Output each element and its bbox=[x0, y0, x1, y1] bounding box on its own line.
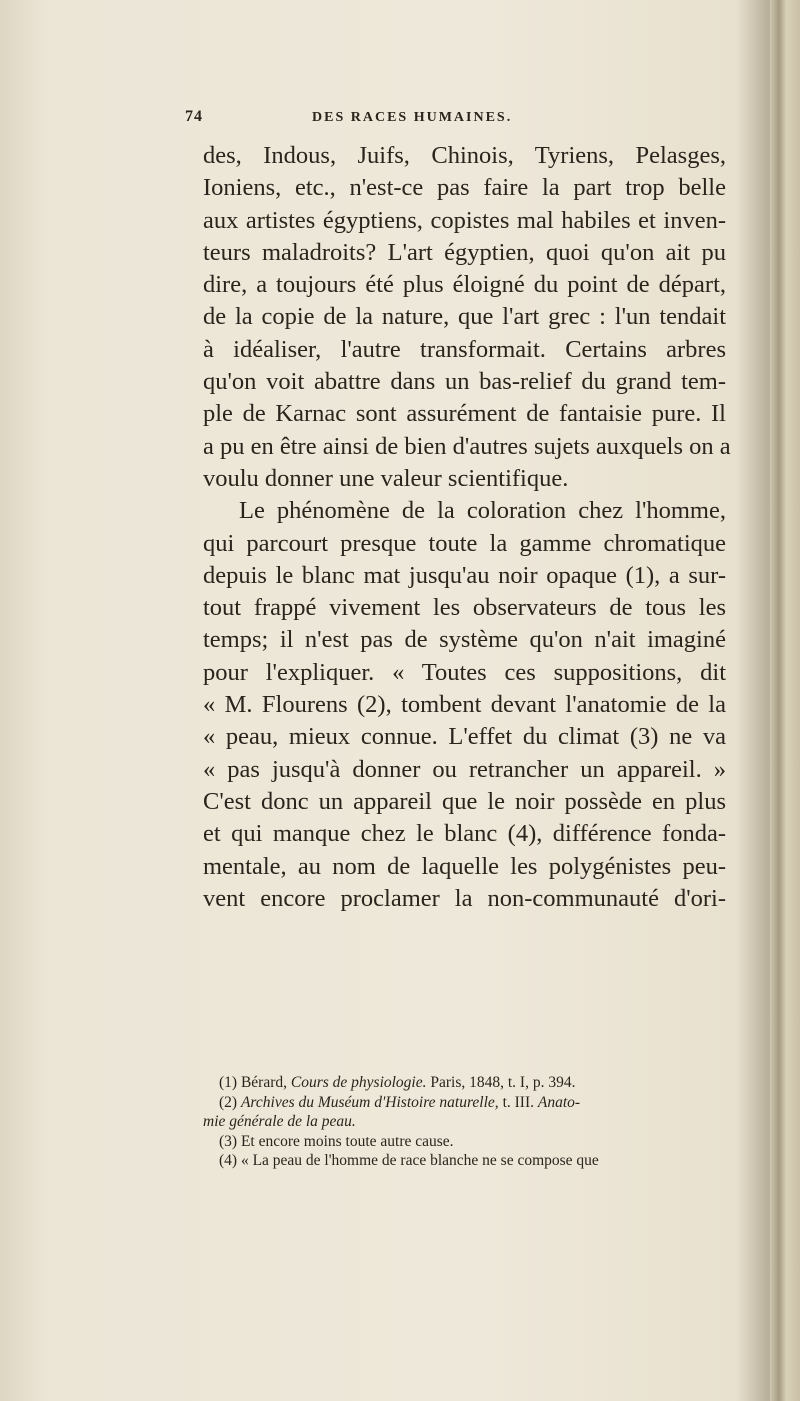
text-line: ple de Karnac sont assurément de fantaisie pure. Il bbox=[203, 400, 726, 428]
footnote-4: (4) « La peau de l'homme de race blanche ne se compose que bbox=[219, 1152, 599, 1169]
footnotes bbox=[203, 1073, 727, 1171]
footnote-2-continued: mie générale de la peau. bbox=[203, 1113, 356, 1130]
footnote-text: (2) bbox=[219, 1093, 241, 1111]
footnote-text: Paris, 1848, t. I, p. 394. bbox=[426, 1074, 576, 1091]
footnote-2 bbox=[219, 1093, 727, 1113]
footnote-1 bbox=[219, 1073, 727, 1093]
running-title: DES RACES HUMAINES. bbox=[312, 110, 513, 125]
text-line: C'est donc un appareil que le noir possède en plus bbox=[203, 787, 726, 815]
text-line: et qui manque chez le blanc (4), différence fonda- bbox=[203, 820, 726, 848]
text-line: dire, a toujours été plus éloigné du point de départ, bbox=[203, 271, 726, 299]
text-line: voulu donner une valeur scientifique. bbox=[203, 464, 569, 492]
text-line: pour l'expliquer. « Toutes ces suppositions, dit bbox=[203, 658, 726, 686]
text-line: teurs maladroits? L'art égyptien, quoi qu'on ait pu bbox=[203, 238, 726, 266]
text-line: de la copie de la nature, que l'art grec : l'un tendait bbox=[203, 303, 726, 331]
page-number: 74 bbox=[185, 108, 203, 125]
text-line: « M. Flourens (2), tombent devant l'anatomie de la bbox=[203, 691, 726, 719]
text-line: temps; il n'est pas de système qu'on n'ait imaginé bbox=[203, 626, 726, 654]
body-text bbox=[203, 140, 731, 915]
text-line: qu'on voit abattre dans un bas-relief du grand tem- bbox=[203, 368, 726, 396]
footnote-3: (3) Et encore moins toute autre cause. bbox=[219, 1132, 454, 1150]
text-line: à idéaliser, l'autre transformait. Certains arbres bbox=[203, 335, 726, 363]
text-line: des, Indous, Juifs, Chinois, Tyriens, Pelasges, bbox=[203, 142, 726, 169]
footnote-title: Archives du Muséum d'Histoire naturelle, bbox=[240, 1093, 499, 1111]
text-line: aux artistes égyptiens, copistes mal habiles et inven- bbox=[203, 206, 726, 234]
text-line: vent encore proclamer la non-communauté d'ori- bbox=[203, 884, 726, 912]
text-line: depuis le blanc mat jusqu'au noir opaque (1), a sur- bbox=[203, 561, 726, 589]
text-line: Le phénomène de la coloration chez l'homme, bbox=[239, 497, 726, 525]
text-line: qui parcourt presque toute la gamme chromatique bbox=[203, 529, 726, 557]
text-line: « pas jusqu'à donner ou retrancher un appareil. » bbox=[203, 755, 726, 783]
text-line: mentale, au nom de laquelle les polygénistes peu- bbox=[203, 852, 726, 880]
text-line: tout frappé vivement les observateurs de tous les bbox=[203, 594, 726, 622]
text-line: « peau, mieux connue. L'effet du climat (3) ne va bbox=[203, 723, 726, 751]
footnote-text: (1) Bérard, bbox=[219, 1074, 291, 1091]
text-line: a pu en être ainsi de bien d'autres sujets auxquels on a bbox=[203, 432, 731, 460]
footnote-title: Cours de physiologie. bbox=[290, 1074, 427, 1091]
footnote-title: Anato- bbox=[537, 1093, 581, 1111]
text-line: Ioniens, etc., n'est-ce pas faire la part trop belle bbox=[203, 174, 726, 202]
page-edge-shadow bbox=[770, 0, 800, 1401]
footnote-text: t. III. bbox=[498, 1093, 538, 1111]
